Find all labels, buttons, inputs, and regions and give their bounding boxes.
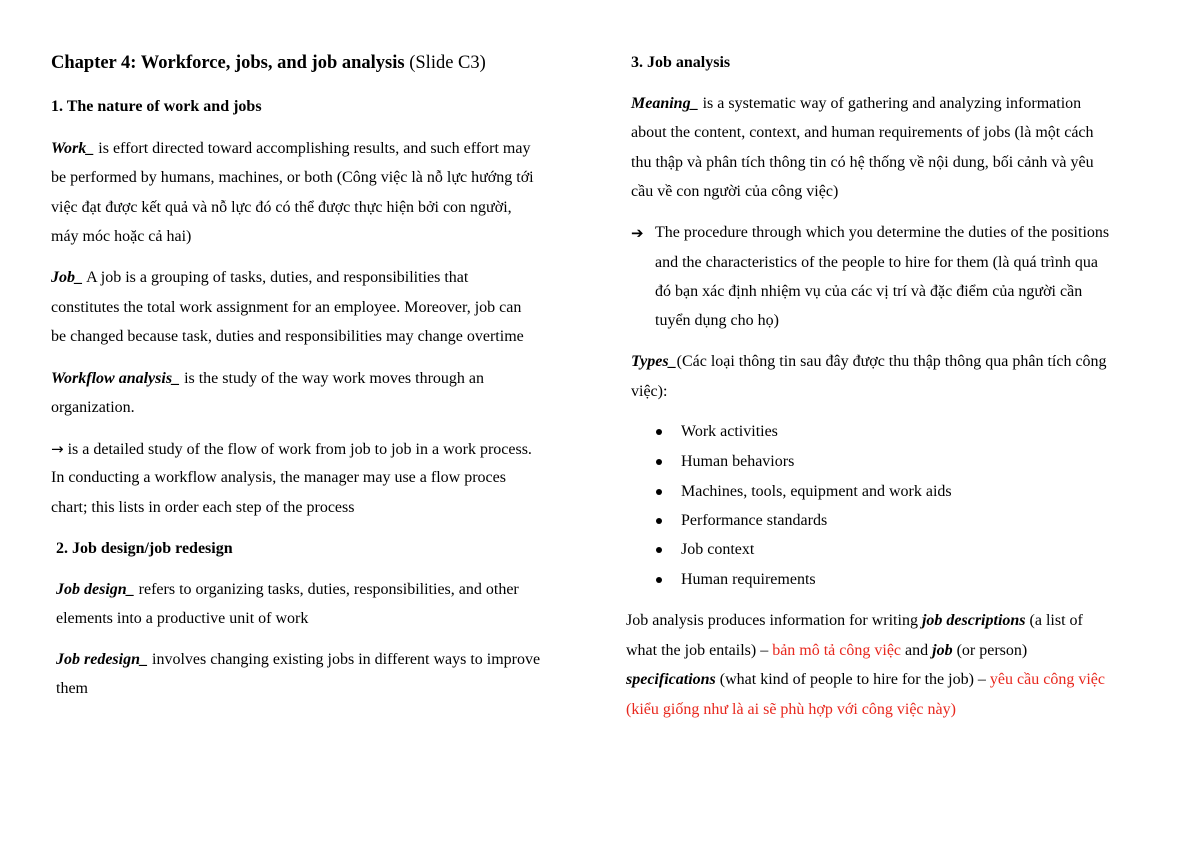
term-job-design: Job design_ (56, 581, 135, 598)
bullet-icon (656, 547, 662, 553)
page-title (51, 53, 486, 73)
work-definition-line: việc đạt được kết quả và nỗ lực đó có thể được thực hiện bởi con người, (51, 199, 512, 216)
job-definition-line: be changed because task, duties and responsibilities may change overtime (51, 328, 524, 345)
job-definition-line: constitutes the total work assignment for an employee. Moreover, job can (51, 299, 522, 316)
types-line: Types_(Các loại thông tin sau đây được thu thập thông qua phân tích công (631, 353, 1107, 370)
term-job: Job_ (51, 269, 83, 286)
procedure-line: tuyển dụng cho họ) (655, 312, 779, 329)
workflow-detail-line: In conducting a workflow analysis, the manager may use a flow proces (51, 469, 506, 486)
produces-line: specifications (what kind of people to hire for the job) – yêu cầu công việc (626, 671, 1105, 688)
workflow-definition-line: organization. (51, 399, 135, 416)
list-item: Human behaviors (681, 453, 795, 470)
bullet-icon (656, 577, 662, 583)
section-heading-job-design: 2. Job design/job redesign (56, 540, 233, 557)
list-item: Job context (681, 541, 755, 558)
procedure-line: and the characteristics of the people to hire for them (là quá trình qua (655, 254, 1098, 271)
term-job-descriptions: job descriptions (921, 612, 1026, 629)
vietnamese-translation: yêu cầu công việc (989, 671, 1105, 688)
work-definition-line: máy móc hoặc cả hai) (51, 228, 192, 245)
section-heading-job-analysis: 3. Job analysis (631, 54, 731, 71)
job-definition-line: Job_ A job is a grouping of tasks, duties, and responsibilities that (51, 269, 469, 286)
bullet-icon (656, 489, 662, 495)
procedure-line: đó bạn xác định nhiệm vụ của các vị trí và đặc điểm của người cần (655, 283, 1083, 300)
slide-reference: (Slide C3) (404, 53, 486, 73)
job-design-definition-line: elements into a productive unit of work (56, 610, 309, 627)
produces-line: what the job entails) – bản mô tả công việc and job (or person) (626, 642, 1028, 659)
procedure-line: The procedure through which you determine the duties of the positions (655, 224, 1110, 241)
list-item: Machines, tools, equipment and work aids (681, 483, 952, 500)
term-types: Types_ (631, 353, 677, 370)
list-item: Human requirements (681, 571, 816, 588)
job-redesign-definition-line: Job redesign_ involves changing existing jobs in different ways to improve (56, 651, 541, 668)
workflow-definition-line: Workflow analysis_ is the study of the way work moves through an (51, 370, 485, 387)
list-item: Work activities (681, 423, 778, 440)
vietnamese-translation: bản mô tả công việc (772, 642, 902, 659)
right-arrow-icon: → (51, 440, 64, 458)
bullet-icon (656, 518, 662, 524)
term-job-redesign: Job redesign_ (56, 651, 148, 668)
vietnamese-translation-line: (kiểu giống như là ai sẽ phù hợp với công việc này) (626, 701, 956, 718)
job-redesign-definition-line: them (56, 680, 88, 697)
section-heading-nature-of-work: 1. The nature of work and jobs (51, 98, 262, 115)
term-specifications: specifications (626, 671, 716, 688)
bullet-icon (656, 429, 662, 435)
bold-arrow-icon: ➔ (631, 224, 644, 242)
types-line: việc): (631, 383, 668, 400)
work-definition-line: be performed by humans, machines, or both (Công việc là nỗ lực hướng tới (51, 169, 534, 186)
chapter-title: Chapter 4: Workforce, jobs, and job analysis (51, 53, 405, 73)
term-work: Work_ (51, 140, 95, 157)
job-design-definition-line: Job design_ refers to organizing tasks, duties, responsibilities, and other (56, 581, 519, 598)
meaning-definition-line: about the content, context, and human requirements of jobs (là một cách (631, 124, 1094, 141)
term-meaning: Meaning_ (631, 95, 699, 112)
produces-line: Job analysis produces information for writing job descriptions (a list of (626, 612, 1083, 629)
bullet-icon (656, 459, 662, 465)
term-workflow-analysis: Workflow analysis_ (51, 370, 181, 387)
workflow-detail-line: chart; this lists in order each step of the process (51, 499, 355, 516)
list-item: Performance standards (681, 512, 828, 529)
workflow-detail-line: → is a detailed study of the flow of work from job to job in a work process. (51, 440, 532, 458)
meaning-definition-line: cầu về con người của công việc) (631, 183, 839, 200)
meaning-definition-line: Meaning_ is a systematic way of gathering and analyzing information (631, 95, 1082, 112)
meaning-definition-line: thu thập và phân tích thông tin có hệ thống về nội dung, bối cảnh và yêu (631, 154, 1094, 171)
work-definition-line: Work_ is effort directed toward accomplishing results, and such effort may (51, 140, 531, 157)
